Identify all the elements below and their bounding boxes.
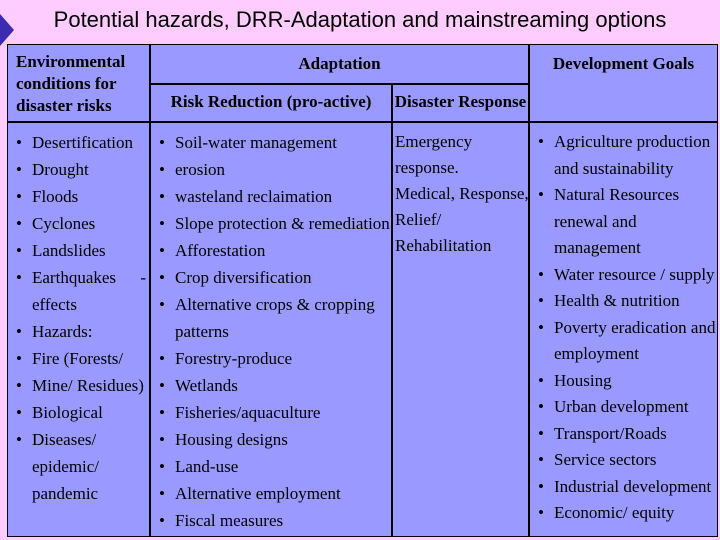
list-item-text: Fiscal measures <box>175 511 284 530</box>
list-item <box>534 500 718 527</box>
header-divider <box>8 121 717 123</box>
list-item <box>12 291 148 318</box>
list-item-text: erosion <box>175 160 226 179</box>
list-item-text: Crop diversification <box>175 268 312 287</box>
col-divider-2 <box>391 83 393 536</box>
bullet-icon: • <box>538 503 544 522</box>
list-item-text: Natural Resources <box>554 185 680 204</box>
list-item-text: Landslides <box>32 241 106 260</box>
list-item <box>155 507 391 534</box>
list-item-text: pandemic <box>32 484 99 503</box>
bullet-icon: • <box>538 370 544 390</box>
response-line: Emergency <box>395 132 473 151</box>
list-item <box>155 237 391 264</box>
slide-title: Potential hazards, DRR-Adaptation and mainstreaming options <box>53 7 667 32</box>
list-item <box>155 183 391 210</box>
bullet-icon: • <box>159 511 165 530</box>
list-item <box>12 399 148 426</box>
list-item <box>12 345 148 372</box>
environmental-conditions-list <box>12 129 148 507</box>
list-item-text: effects <box>32 295 77 314</box>
list-item-text: management <box>554 238 641 257</box>
list-item-text: Desertification <box>32 133 134 152</box>
list-item <box>12 480 148 507</box>
list-item-text: Earthquakes <box>32 268 117 287</box>
bullet-icon: • <box>538 291 544 310</box>
bullet-icon: • <box>16 322 22 341</box>
bullet-icon: • <box>16 160 22 179</box>
list-item <box>534 262 718 289</box>
list-item <box>534 182 718 209</box>
list-item-text: Alternative crops & cropping <box>175 295 375 314</box>
bullet-icon: • <box>159 187 165 206</box>
bullet-icon: • <box>16 241 22 260</box>
list-item <box>534 394 718 421</box>
list-item-text: Biological <box>32 403 103 422</box>
list-item-text: employment <box>554 344 639 363</box>
list-item-text: Health & nutrition <box>554 291 680 310</box>
list-item-text: Economic/ equity <box>554 503 675 522</box>
header-sub-divider <box>149 83 530 85</box>
list-item <box>534 368 718 395</box>
bullet-icon: • <box>538 476 544 496</box>
list-item <box>12 318 148 345</box>
header-disaster-response: Disaster Response <box>394 92 527 111</box>
list-item-text: and sustainability <box>554 158 674 178</box>
list-item-text: Diseases/ <box>32 430 97 449</box>
list-item <box>155 426 391 453</box>
bullet-icon: • <box>538 185 544 204</box>
list-item-text: patterns <box>175 322 229 341</box>
list-item <box>155 345 391 372</box>
list-item <box>155 264 391 291</box>
list-item-text: Afforestation <box>175 241 266 260</box>
list-item <box>155 372 391 399</box>
response-line: Rehabilitation <box>395 236 492 255</box>
list-item <box>12 453 148 480</box>
bullet-icon: • <box>159 430 165 449</box>
list-item <box>12 264 148 291</box>
list-item <box>534 209 718 236</box>
bullet-icon: • <box>16 403 22 422</box>
list-item-text: Land-use <box>175 457 239 476</box>
list-item-text: wasteland reclaimation <box>175 187 333 206</box>
disaster-response-text <box>395 129 530 259</box>
bullet-icon: • <box>538 423 544 443</box>
list-item-text: Service sectors <box>554 450 657 469</box>
bullet-icon: • <box>159 268 165 287</box>
dash-mark: - <box>140 268 146 287</box>
risk-reduction-list <box>155 129 391 534</box>
list-item <box>155 156 391 183</box>
list-item-text: Water resource / supply <box>554 264 715 284</box>
list-item <box>534 474 718 501</box>
bullet-icon: • <box>159 457 165 476</box>
bullet-icon: • <box>159 295 165 314</box>
list-item <box>155 291 391 318</box>
col-divider-3 <box>528 45 530 536</box>
list-item <box>534 129 718 156</box>
response-line: response. <box>395 158 459 177</box>
list-item-text: Alternative employment <box>175 484 341 503</box>
list-item <box>534 156 718 183</box>
bullet-icon: • <box>538 317 544 337</box>
header-risk-reduction: Risk Reduction (pro-active) <box>170 92 372 111</box>
corner-arrow-icon <box>0 14 14 46</box>
list-item <box>534 315 718 342</box>
bullet-icon: • <box>159 241 165 260</box>
list-item <box>155 318 391 345</box>
bullet-icon: • <box>159 403 165 422</box>
header-environmental: Environmental conditions for disaster risks <box>16 52 126 115</box>
bullet-icon: • <box>16 214 22 233</box>
list-item-text: Floods <box>32 187 79 206</box>
bullet-icon: • <box>538 264 544 284</box>
list-item <box>534 341 718 368</box>
list-item-text: epidemic/ <box>32 457 100 476</box>
bullet-icon: • <box>159 160 165 179</box>
list-item-text: Mine/ Residues) <box>32 376 144 395</box>
bullet-icon: • <box>159 214 165 233</box>
bullet-icon: • <box>16 133 22 152</box>
bullet-icon: • <box>16 349 22 368</box>
bullet-icon: • <box>538 450 544 469</box>
bullet-icon: • <box>538 397 544 416</box>
list-item-text: Cyclones <box>32 214 96 233</box>
list-item-text: Drought <box>32 160 89 179</box>
list-item-text: renewal and <box>554 211 637 231</box>
list-item-text: Soil-water management <box>175 133 337 152</box>
list-item <box>534 288 718 315</box>
list-item-text: Poverty eradication and <box>554 317 716 337</box>
list-item-text: Industrial development <box>554 476 712 496</box>
bullet-icon: • <box>159 349 165 368</box>
response-line: Relief/ <box>395 210 442 229</box>
bullet-icon: • <box>159 133 165 152</box>
list-item <box>534 421 718 448</box>
list-item-text: Fire (Forests/ <box>32 349 124 368</box>
header-development-goals: Development Goals <box>552 54 695 73</box>
list-item-text: Housing <box>554 370 612 390</box>
list-item-text: Urban development <box>554 397 689 416</box>
bullet-icon: • <box>159 376 165 395</box>
list-item-text: Forestry-produce <box>175 349 293 368</box>
list-item <box>12 372 148 399</box>
list-item <box>155 399 391 426</box>
list-item-text: Housing designs <box>175 430 288 449</box>
bullet-icon: • <box>159 484 165 503</box>
list-item <box>155 480 391 507</box>
bullet-icon: • <box>538 132 544 151</box>
list-item <box>12 156 148 183</box>
header-adaptation: Adaptation <box>298 54 381 73</box>
list-item-text: Slope protection & remediation <box>175 214 390 233</box>
bullet-icon: • <box>16 187 22 206</box>
list-item <box>534 447 718 474</box>
col-divider-1 <box>149 45 151 536</box>
list-item <box>155 210 391 237</box>
hazards-table <box>7 44 718 537</box>
list-item-text: Transport/Roads <box>554 423 667 443</box>
list-item-text: Hazards: <box>32 322 93 341</box>
list-item <box>12 210 148 237</box>
list-item <box>155 129 391 156</box>
list-item-text: Agriculture production <box>554 132 711 151</box>
list-item <box>155 453 391 480</box>
list-item <box>12 183 148 210</box>
list-item <box>534 235 718 262</box>
list-item <box>12 129 148 156</box>
list-item <box>12 426 148 453</box>
development-goals-list <box>534 129 718 527</box>
bullet-icon: • <box>16 376 22 395</box>
bullet-icon: • <box>16 430 22 449</box>
list-item-text: Fisheries/aquaculture <box>175 403 321 422</box>
response-line: Medical, Response, <box>395 184 529 203</box>
list-item-text: Wetlands <box>175 376 238 395</box>
list-item <box>12 237 148 264</box>
bullet-icon: • <box>16 268 22 287</box>
